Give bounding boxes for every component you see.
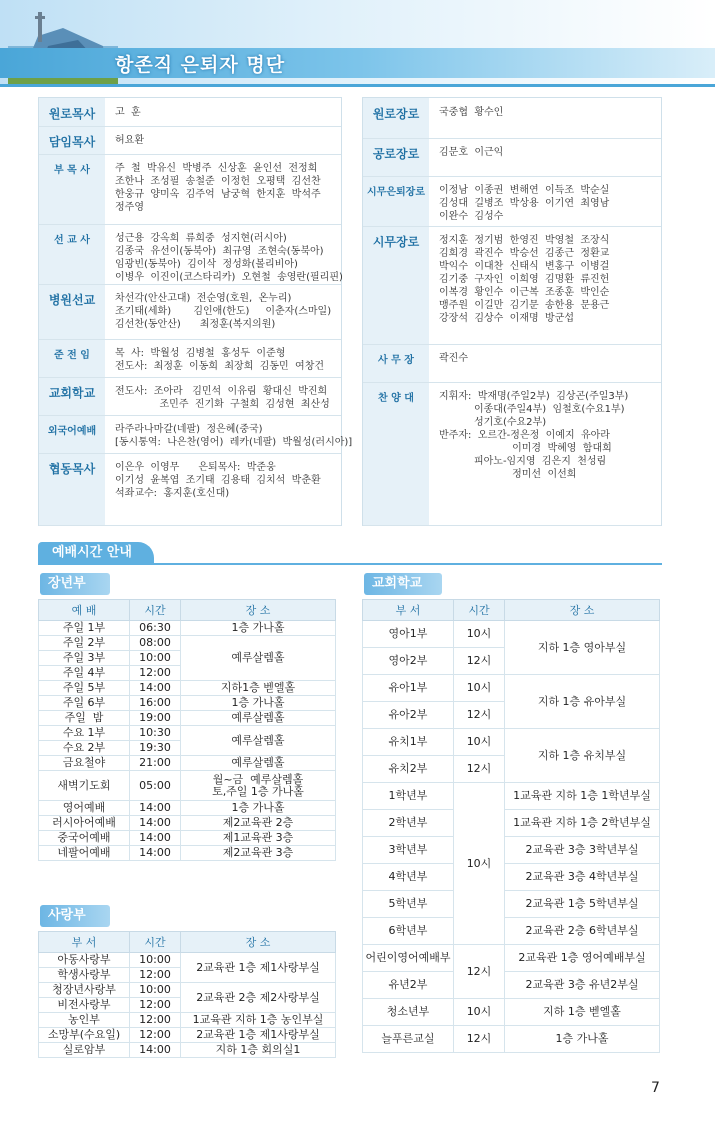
table-cell: 주일 4부 (39, 666, 130, 681)
love-schedule-table (38, 931, 336, 1058)
table-row (39, 621, 336, 636)
table-cell: 지하1층 벧엘홀 (181, 681, 336, 696)
table-row (39, 846, 336, 861)
table-header: 부 서 (363, 600, 454, 621)
personnel-role-label: 부 목 사 (54, 165, 90, 176)
personnel-role-label: 시무은퇴장로 (367, 187, 425, 198)
table-cell: 주일 6부 (39, 696, 130, 711)
table-cell: 2교육관 3층 3학년부실 (505, 837, 660, 864)
personnel-row (363, 344, 661, 383)
table-row (39, 801, 336, 816)
table-cell: 2교육관 1층 영어예배부실 (505, 945, 660, 972)
table-cell: 12시 (454, 1026, 505, 1053)
table-row (39, 636, 336, 651)
table-cell: 지하 1층 유아부실 (505, 675, 660, 729)
personnel-row (363, 382, 661, 526)
table-cell: 농인부 (39, 1013, 130, 1028)
table-cell: 유년2부 (363, 972, 454, 999)
table-cell: 14:00 (130, 831, 181, 846)
table-cell: 3학년부 (363, 837, 454, 864)
table-row (39, 1028, 336, 1043)
table-header: 시간 (454, 600, 505, 621)
table-cell: 1교육관 지하 1층 농인부실 (181, 1013, 336, 1028)
table-cell: 14:00 (130, 846, 181, 861)
personnel-role-label: 협동목사 (48, 462, 96, 476)
personnel-role-label: 원로목사 (48, 107, 96, 121)
personnel-names: 허요환 (115, 135, 144, 146)
table-cell: 유치2부 (363, 756, 454, 783)
table-cell: 06:30 (130, 621, 181, 636)
personnel-row (39, 126, 341, 155)
table-row (363, 972, 660, 999)
personnel-row (39, 415, 353, 454)
table-cell: 10:00 (130, 953, 181, 968)
table-cell: 10:00 (130, 983, 181, 998)
table-row (363, 621, 660, 648)
table-cell: 제2교육관 3층 (181, 846, 336, 861)
table-cell: 러시아어예배 (39, 816, 130, 831)
personnel-names: 국중협 황수인 (439, 107, 504, 118)
personnel-names: 목 사: 박월성 김병철 홍성두 이준형 전도사: 최정훈 이동희 최장희 김동민 여창건 (115, 348, 325, 372)
table-cell: 12:00 (130, 1028, 181, 1043)
table-cell: 금요철야 (39, 756, 130, 771)
personnel-names: 이은우 이영무 은퇴목사: 박준웅 이기성 윤복엽 조기태 김용태 김치석 박춘환 석좌교수: 홍지훈(호신대) (115, 462, 321, 499)
table-cell: 12시 (454, 648, 505, 675)
personnel-names: 김문호 이근익 (439, 147, 504, 158)
table-row (39, 726, 336, 741)
header-divider (0, 84, 715, 87)
table-cell: 예루살렘홀 (181, 726, 336, 756)
table-cell: 유아1부 (363, 675, 454, 702)
table-row (363, 891, 660, 918)
table-cell: 12시 (454, 756, 505, 783)
personnel-role-label: 교회학교 (48, 386, 96, 400)
table-cell: 1교육관 지하 1층 2학년부실 (505, 810, 660, 837)
table-cell: 지하 1층 영아부실 (505, 621, 660, 675)
personnel-row (39, 377, 341, 416)
table-cell: 수요 1부 (39, 726, 130, 741)
table-cell: 영아2부 (363, 648, 454, 675)
table-row (363, 837, 660, 864)
table-header: 시간 (130, 600, 181, 621)
personnel-names: 정지훈 정기범 한영진 박영철 조장식 김희경 곽진수 박승선 김종근 정환교 박익수 이대찬 신태식 변홍구 이병걸 김기중 구자인 이희영 김명환 류진헌 이복경 황인수 이근복 조종훈 박인순 맹주원 이길만 김기문 송한용 문용근 강장석 김상수 이재명 방군섭 (439, 235, 610, 324)
table-row (363, 1026, 660, 1053)
table-cell: 어린이영어예배부 (363, 945, 454, 972)
right-personnel-list (362, 97, 662, 526)
personnel-role-label: 담임목사 (48, 135, 96, 149)
table-cell: 10시 (454, 675, 505, 702)
table-row (39, 953, 336, 968)
table-cell: 5학년부 (363, 891, 454, 918)
table-cell: 주일 5부 (39, 681, 130, 696)
table-cell: 1층 가나홀 (181, 696, 336, 711)
table-header: 장 소 (505, 600, 660, 621)
table-cell: 영아1부 (363, 621, 454, 648)
table-cell: 1교육관 지하 1층 1학년부실 (505, 783, 660, 810)
table-cell: 영어예배 (39, 801, 130, 816)
table-row (39, 711, 336, 726)
left-personnel-list (38, 97, 353, 526)
school-section-label: 교회학교 (364, 573, 442, 595)
table-row (363, 675, 660, 702)
table-cell: 제2교육관 2층 (181, 816, 336, 831)
personnel-row (39, 453, 341, 526)
table-header: 예 배 (39, 600, 130, 621)
table-cell: 2교육관 3층 4학년부실 (505, 864, 660, 891)
table-cell: 12:00 (130, 666, 181, 681)
table-row (363, 918, 660, 945)
table-cell: 제1교육관 3층 (181, 831, 336, 846)
table-row (39, 771, 336, 801)
personnel-role-label: 준 전 임 (54, 350, 90, 361)
table-cell: 지하 1층 회의실1 (181, 1043, 336, 1058)
table-cell: 2교육관 1층 제1사랑부실 (181, 953, 336, 983)
table-header: 시간 (130, 932, 181, 953)
personnel-names: 고 훈 (115, 107, 141, 118)
personnel-row (39, 339, 341, 378)
page-number: 7 (651, 1080, 660, 1096)
youth-schedule-table (38, 599, 336, 861)
table-cell: 수요 2부 (39, 741, 130, 756)
personnel-names: 지휘자: 박재명(주일2부) 김상곤(주일3부) 이종대(주일4부) 임철호(수요1부) 성기호(수요2부) 반주자: 오르간-정은정 이예지 유아라 이미경 박혜영 함대희 피아노-임지영 김은지 천성림 정미선 이선희 (439, 391, 629, 480)
table-cell: 21:00 (130, 756, 181, 771)
personnel-role-label: 공로장로 (372, 147, 420, 161)
table-cell: 청소년부 (363, 999, 454, 1026)
table-cell: 월~금 예루살렘홀 토,주일 1층 가나홀 (181, 771, 336, 801)
personnel-names: 성근용 강옥희 류희중 성지현(러시아) 김종국 유선이(동북아) 최규영 조현숙(동북아) 임광빈(동북아) 김이삭 정성화(볼리비아) 이병우 이진이(코스타리카) 오현철 송영란(필리핀) (115, 233, 343, 283)
table-cell: 12:00 (130, 1013, 181, 1028)
table-row (39, 983, 336, 998)
personnel-role-label: 원로장로 (372, 107, 420, 121)
table-cell: 10시 (454, 999, 505, 1026)
table-cell: 주일 1부 (39, 621, 130, 636)
personnel-row (39, 154, 341, 225)
personnel-role-label: 시무장로 (372, 235, 420, 249)
table-cell: 14:00 (130, 816, 181, 831)
personnel-role-label: 찬 양 대 (378, 393, 414, 404)
worship-section-title: 예배시간 안내 (38, 542, 154, 564)
table-row (39, 1043, 336, 1058)
table-cell: 05:00 (130, 771, 181, 801)
personnel-row (39, 224, 341, 285)
table-cell: 1층 가나홀 (505, 1026, 660, 1053)
table-cell: 08:00 (130, 636, 181, 651)
table-cell: 14:00 (130, 681, 181, 696)
personnel-role-label: 병원선교 (48, 293, 96, 307)
table-cell: 지하 1층 벧엘홀 (505, 999, 660, 1026)
table-cell: 19:30 (130, 741, 181, 756)
table-cell: 10시 (454, 729, 505, 756)
table-cell: 2교육관 1층 제1사랑부실 (181, 1028, 336, 1043)
personnel-row (363, 226, 661, 345)
table-row (39, 831, 336, 846)
table-cell: 14:00 (130, 801, 181, 816)
banner-band (0, 48, 715, 78)
table-cell: 주일 2부 (39, 636, 130, 651)
table-cell: 실로암부 (39, 1043, 130, 1058)
table-cell: 12시 (454, 702, 505, 729)
table-cell: 19:00 (130, 711, 181, 726)
personnel-role-label: 사 무 장 (378, 355, 414, 366)
personnel-names: 곽진수 (439, 353, 468, 364)
table-cell: 10:30 (130, 726, 181, 741)
table-cell: 학생사랑부 (39, 968, 130, 983)
table-cell: 주일 밤 (39, 711, 130, 726)
table-cell: 아동사랑부 (39, 953, 130, 968)
table-row (363, 864, 660, 891)
personnel-names: 이정남 이종권 변해연 이득조 박순실 김성대 길병조 박상용 이기연 최영남 이완수 김성수 (439, 185, 610, 222)
page-title: 항존직 은퇴자 명단 (115, 54, 286, 76)
table-cell: 유치1부 (363, 729, 454, 756)
table-cell: 2교육관 2층 6학년부실 (505, 918, 660, 945)
personnel-names: 전도사: 조아라 김민석 이유림 황대신 박진희 조민주 진기화 구철희 김성현 최산성 (115, 386, 330, 410)
table-cell: 지하 1층 유치부실 (505, 729, 660, 783)
personnel-names: 주 철 박유신 박병주 신상훈 윤인선 전정희 조한나 조성필 송철준 이정헌 오평택 김선찬 한웅규 양미옥 김주억 남궁혁 한지훈 박석주 정주영 (115, 163, 321, 213)
table-cell: 2학년부 (363, 810, 454, 837)
table-cell: 중국어예배 (39, 831, 130, 846)
table-cell: 14:00 (130, 1043, 181, 1058)
table-cell: 6학년부 (363, 918, 454, 945)
table-cell: 2교육관 1층 5학년부실 (505, 891, 660, 918)
table-cell: 12시 (454, 945, 505, 999)
personnel-row (363, 176, 661, 227)
table-cell: 2교육관 3층 유년2부실 (505, 972, 660, 999)
table-cell: 10시 (454, 783, 505, 945)
table-cell: 유아2부 (363, 702, 454, 729)
table-cell: 새벽기도회 (39, 771, 130, 801)
personnel-role-label: 외국어예배 (47, 426, 97, 437)
table-cell: 2교육관 2층 제2사랑부실 (181, 983, 336, 1013)
table-cell: 소망부(수요일) (39, 1028, 130, 1043)
table-row (39, 756, 336, 771)
table-cell: 늘푸른교실 (363, 1026, 454, 1053)
table-row (363, 999, 660, 1026)
table-cell: 12:00 (130, 968, 181, 983)
table-cell: 예루살렘홀 (181, 756, 336, 771)
youth-section-label: 장년부 (40, 573, 110, 595)
table-cell: 12:00 (130, 998, 181, 1013)
personnel-row (39, 284, 341, 340)
table-cell: 비전사랑부 (39, 998, 130, 1013)
personnel-role-label: 선 교 사 (54, 235, 90, 246)
personnel-row (363, 138, 661, 177)
table-cell: 1층 가나홀 (181, 801, 336, 816)
table-cell: 네팔어예배 (39, 846, 130, 861)
table-cell: 주일 3부 (39, 651, 130, 666)
table-cell: 1층 가나홀 (181, 621, 336, 636)
table-cell: 16:00 (130, 696, 181, 711)
table-cell: 4학년부 (363, 864, 454, 891)
table-cell: 예루살렘홀 (181, 636, 336, 681)
table-header: 장 소 (181, 932, 336, 953)
table-row (363, 810, 660, 837)
table-row (39, 696, 336, 711)
header-banner (0, 0, 715, 86)
table-row (39, 1013, 336, 1028)
table-row (363, 945, 660, 972)
table-cell: 10시 (454, 621, 505, 648)
table-row (363, 729, 660, 756)
worship-section-line (38, 563, 662, 565)
personnel-row (39, 98, 341, 127)
table-header: 장 소 (181, 600, 336, 621)
table-header: 부 서 (39, 932, 130, 953)
love-section-label: 사랑부 (40, 905, 110, 927)
personnel-names: 차선각(안산고대) 전순영(호원, 온누리) 조기태(세화) 김인애(한도) 이춘자(스마일) 김선찬(동안산) 최정훈(복지의원) (115, 293, 332, 330)
table-cell: 청장년사랑부 (39, 983, 130, 998)
personnel-names: 라주라나마갈(네팔) 정은혜(중국) [동시통역: 나은찬(영어) 레카(네팔) 박월성(러시아)] (115, 424, 353, 448)
table-cell: 10:00 (130, 651, 181, 666)
table-row (39, 681, 336, 696)
table-cell: 예루살렘홀 (181, 711, 336, 726)
table-row (39, 816, 336, 831)
table-row (363, 783, 660, 810)
school-schedule-table (362, 599, 660, 1053)
table-cell: 1학년부 (363, 783, 454, 810)
personnel-row (363, 98, 661, 139)
